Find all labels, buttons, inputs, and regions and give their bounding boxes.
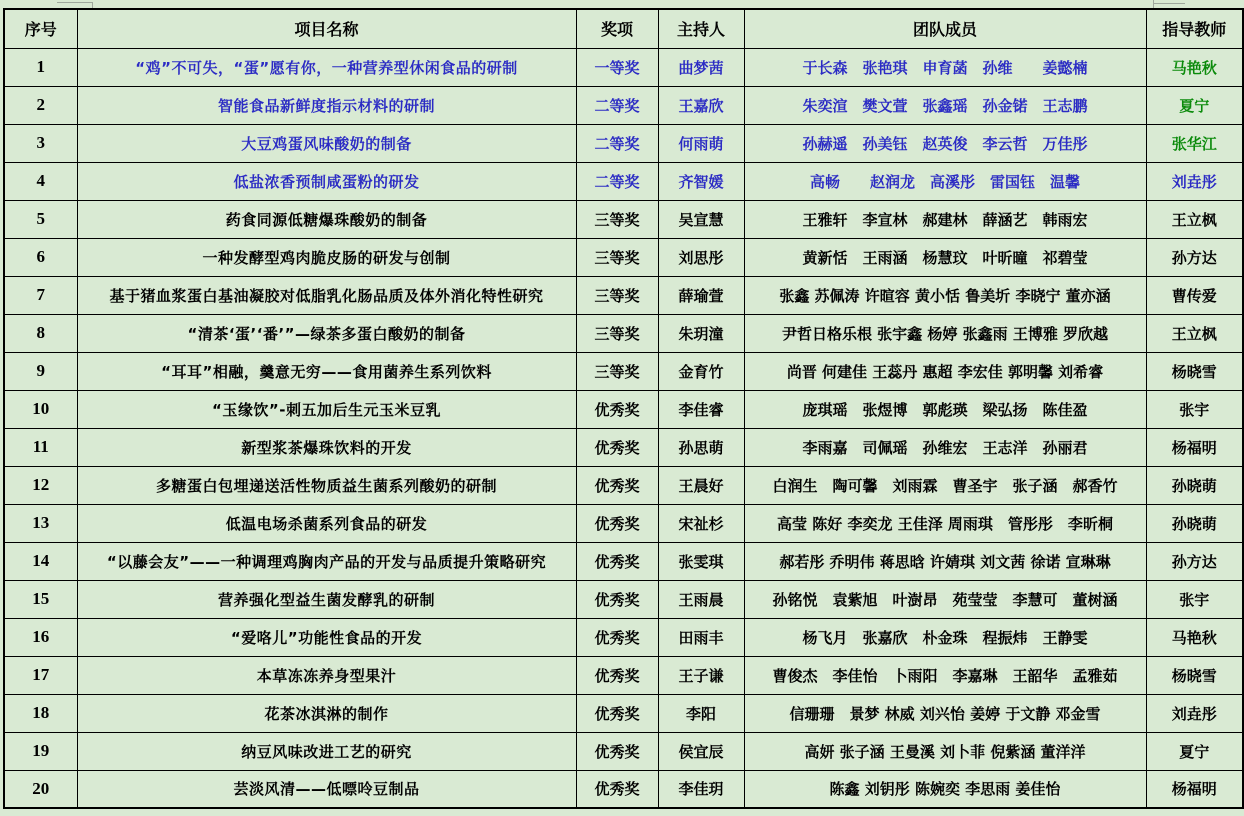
cell-project-name[interactable]: 基于猪血浆蛋白基油凝胶对低脂乳化肠品质及体外消化特性研究 [77,276,576,314]
cell-host[interactable]: 王子谦 [658,656,744,694]
cell-advisor[interactable]: 曹传爱 [1146,276,1243,314]
cell-host[interactable]: 李佳睿 [658,390,744,428]
cell-team-members[interactable]: 朱奕渲 樊文萱 张鑫瑶 孙金锘 王志鹏 [744,86,1146,124]
cell-host[interactable]: 孙思萌 [658,428,744,466]
table-row [4,162,1243,200]
cell-award[interactable]: 优秀奖 [576,732,658,770]
table-body [4,48,1243,808]
cell-host[interactable]: 薛瑜萱 [658,276,744,314]
cell-advisor[interactable]: 杨福明 [1146,770,1243,808]
cell-host[interactable]: 王嘉欣 [658,86,744,124]
cell-project-name[interactable]: 药食同源低糖爆珠酸奶的制备 [77,200,576,238]
cell-host[interactable]: 曲梦茜 [658,48,744,86]
cell-award[interactable]: 优秀奖 [576,504,658,542]
cell-index[interactable]: 7 [4,276,77,314]
cell-host[interactable]: 王雨晨 [658,580,744,618]
cell-advisor[interactable]: 王立枫 [1146,314,1243,352]
cell-advisor[interactable]: 杨晓雪 [1146,656,1243,694]
table-row [4,276,1243,314]
table-row [4,770,1243,808]
cell-project-name[interactable]: 低盐浓香预制咸蛋粉的研发 [77,162,576,200]
cell-host[interactable]: 宋祉杉 [658,504,744,542]
table-row [4,504,1243,542]
cell-advisor[interactable]: 刘垚彤 [1146,694,1243,732]
cell-team-members[interactable]: 高妍 张子涵 王曼溪 刘卜菲 倪紫涵 董洋洋 [744,732,1146,770]
cell-award[interactable]: 三等奖 [576,276,658,314]
cell-team-members[interactable]: 孙铭悦 袁紫旭 叶澍昂 苑莹莹 李慧可 董树涵 [744,580,1146,618]
cell-index[interactable]: 1 [4,48,77,86]
cell-team-members[interactable]: 信珊珊 景梦 林威 刘兴怡 姜婷 于文静 邓金雪 [744,694,1146,732]
table-row [4,694,1243,732]
cell-team-members[interactable]: 白润生 陶可馨 刘雨霖 曹圣宇 张子涵 郝香竹 [744,466,1146,504]
cell-project-name[interactable]: “鸡”不可失，“蛋”愿有你，一种营养型休闲食品的研制 [77,48,576,86]
cell-team-members[interactable]: 尹哲日格乐根 张宇鑫 杨婷 张鑫雨 王博雅 罗欣越 [744,314,1146,352]
cell-project-name[interactable]: “爱咯儿”功能性食品的开发 [77,618,576,656]
cell-award[interactable]: 优秀奖 [576,390,658,428]
cell-host[interactable]: 侯宜辰 [658,732,744,770]
cell-host[interactable]: 金育竹 [658,352,744,390]
cell-index[interactable]: 13 [4,504,77,542]
cell-index[interactable]: 4 [4,162,77,200]
table-row [4,428,1243,466]
cell-advisor[interactable]: 张宇 [1146,580,1243,618]
column-header-index[interactable]: 序号 [4,9,77,48]
cell-host[interactable]: 刘思彤 [658,238,744,276]
cell-team-members[interactable]: 高畅 赵润龙 高溪彤 雷国钰 温馨 [744,162,1146,200]
cell-team-members[interactable]: 于长森 张艳琪 申育菡 孙维 姜懿楠 [744,48,1146,86]
cell-host[interactable]: 何雨萌 [658,124,744,162]
table-row [4,580,1243,618]
table-row [4,732,1243,770]
cell-team-members[interactable]: 陈鑫 刘钥彤 陈婉奕 李思雨 姜佳怡 [744,770,1146,808]
cell-award[interactable]: 优秀奖 [576,656,658,694]
cell-host[interactable]: 吴宣慧 [658,200,744,238]
cell-team-members[interactable]: 尚晋 何建佳 王蕊丹 惠超 李宏佳 郭明馨 刘希睿 [744,352,1146,390]
cell-award[interactable]: 三等奖 [576,352,658,390]
table-row [4,390,1243,428]
cell-advisor[interactable]: 张宇 [1146,390,1243,428]
gridline-artifact [1153,3,1185,4]
cell-team-members[interactable]: 孙赫遥 孙美钰 赵英俊 李云哲 万佳彤 [744,124,1146,162]
cell-project-name[interactable]: 花茶冰淇淋的制作 [77,694,576,732]
cell-index[interactable]: 2 [4,86,77,124]
cell-index[interactable]: 10 [4,390,77,428]
cell-project-name[interactable]: “清茶‘蛋’‘番’”—绿茶多蛋白酸奶的制备 [77,314,576,352]
cell-advisor[interactable]: 孙晓萌 [1146,466,1243,504]
column-header-advisor[interactable]: 指导教师 [1146,9,1243,48]
table-row [4,618,1243,656]
cell-team-members[interactable]: 黄新恬 王雨涵 杨慧玟 叶昕曈 祁碧莹 [744,238,1146,276]
table-row [4,466,1243,504]
cell-team-members[interactable]: 李雨嘉 司佩瑶 孙维宏 王志洋 孙丽君 [744,428,1146,466]
table-row [4,238,1243,276]
cell-project-name[interactable]: 芸淡风清——低嘌呤豆制品 [77,770,576,808]
cell-host[interactable]: 李阳 [658,694,744,732]
cell-advisor[interactable]: 杨晓雪 [1146,352,1243,390]
cell-award[interactable]: 优秀奖 [576,580,658,618]
gridline-artifact [57,2,93,3]
cell-team-members[interactable]: 高莹 陈好 李奕龙 王佳泽 周雨琪 管彤彤 李昕桐 [744,504,1146,542]
cell-project-name[interactable]: “玉缘饮”-刺五加后生元玉米豆乳 [77,390,576,428]
cell-award[interactable]: 三等奖 [576,238,658,276]
cell-award[interactable]: 二等奖 [576,86,658,124]
cell-index[interactable]: 9 [4,352,77,390]
cell-advisor[interactable]: 孙方达 [1146,238,1243,276]
cell-advisor[interactable]: 刘垚彤 [1146,162,1243,200]
cell-project-name[interactable]: 纳豆风味改进工艺的研究 [77,732,576,770]
cell-host[interactable]: 朱玥潼 [658,314,744,352]
table-row [4,200,1243,238]
header-row [4,9,1243,48]
cell-award[interactable]: 优秀奖 [576,770,658,808]
cell-index[interactable]: 5 [4,200,77,238]
cell-index[interactable]: 12 [4,466,77,504]
column-header-team[interactable]: 团队成员 [744,9,1146,48]
cell-award[interactable]: 优秀奖 [576,542,658,580]
cell-advisor[interactable]: 孙晓萌 [1146,504,1243,542]
cell-team-members[interactable]: 庞琪瑶 张煜博 郭彪瑛 梁弘扬 陈佳盈 [744,390,1146,428]
cell-project-name[interactable]: “以藤会友”——一种调理鸡胸肉产品的开发与品质提升策略研究 [77,542,576,580]
cell-index[interactable]: 14 [4,542,77,580]
cell-team-members[interactable]: 郝若彤 乔明伟 蒋思晗 许婧琪 刘文茜 徐诺 宣琳琳 [744,542,1146,580]
cell-advisor[interactable]: 夏宁 [1146,86,1243,124]
cell-index[interactable]: 11 [4,428,77,466]
cell-index[interactable]: 6 [4,238,77,276]
column-header-host[interactable]: 主持人 [658,9,744,48]
table-row [4,314,1243,352]
table-row [4,656,1243,694]
cell-host[interactable]: 齐智媛 [658,162,744,200]
cell-index[interactable]: 20 [4,770,77,808]
cell-team-members[interactable]: 王雅轩 李宣林 郝建林 薛涵艺 韩雨宏 [744,200,1146,238]
cell-project-name[interactable]: “耳耳”相融，羹意无穷——食用菌养生系列饮料 [77,352,576,390]
cell-index[interactable]: 19 [4,732,77,770]
table-row [4,542,1243,580]
cell-award[interactable]: 优秀奖 [576,694,658,732]
cell-index[interactable]: 18 [4,694,77,732]
cell-award[interactable]: 优秀奖 [576,428,658,466]
cell-advisor[interactable]: 孙方达 [1146,542,1243,580]
cell-advisor[interactable]: 王立枫 [1146,200,1243,238]
column-header-project[interactable]: 项目名称 [77,9,576,48]
cell-advisor[interactable]: 张华江 [1146,124,1243,162]
cell-award[interactable]: 一等奖 [576,48,658,86]
table-row [4,124,1243,162]
cell-advisor[interactable]: 马艳秋 [1146,618,1243,656]
cell-index[interactable]: 16 [4,618,77,656]
cell-project-name[interactable]: 营养强化型益生菌发酵乳的研制 [77,580,576,618]
cell-project-name[interactable]: 新型浆茶爆珠饮料的开发 [77,428,576,466]
cell-project-name[interactable]: 多糖蛋白包埋递送活性物质益生菌系列酸奶的研制 [77,466,576,504]
cell-award[interactable]: 优秀奖 [576,618,658,656]
cell-project-name[interactable]: 一种发酵型鸡肉脆皮肠的研发与创制 [77,238,576,276]
cell-award[interactable]: 二等奖 [576,162,658,200]
cell-team-members[interactable]: 曹俊杰 李佳怡 卜雨阳 李嘉琳 王韶华 孟雅茹 [744,656,1146,694]
cell-index[interactable]: 17 [4,656,77,694]
cell-host[interactable]: 王晨好 [658,466,744,504]
cell-award[interactable]: 优秀奖 [576,466,658,504]
cell-project-name[interactable]: 大豆鸡蛋风味酸奶的制备 [77,124,576,162]
cell-host[interactable]: 李佳玥 [658,770,744,808]
cell-award[interactable]: 二等奖 [576,124,658,162]
cell-award[interactable]: 三等奖 [576,314,658,352]
cell-award[interactable]: 三等奖 [576,200,658,238]
cell-index[interactable]: 3 [4,124,77,162]
cell-project-name[interactable]: 智能食品新鲜度指示材料的研制 [77,86,576,124]
cell-host[interactable]: 张雯琪 [658,542,744,580]
cell-project-name[interactable]: 本草冻冻养身型果汁 [77,656,576,694]
table-row [4,352,1243,390]
cell-advisor[interactable]: 夏宁 [1146,732,1243,770]
cell-advisor[interactable]: 马艳秋 [1146,48,1243,86]
cell-advisor[interactable]: 杨福明 [1146,428,1243,466]
cell-team-members[interactable]: 张鑫 苏佩涛 许暄容 黄小恬 鲁美圻 李晓宁 董亦涵 [744,276,1146,314]
table-row [4,48,1243,86]
awards-table [3,8,1244,809]
cell-team-members[interactable]: 杨飞月 张嘉欣 朴金珠 程振炜 王静雯 [744,618,1146,656]
cell-host[interactable]: 田雨丰 [658,618,744,656]
cell-index[interactable]: 15 [4,580,77,618]
column-header-award[interactable]: 奖项 [576,9,658,48]
table-row [4,86,1243,124]
cell-index[interactable]: 8 [4,314,77,352]
cell-project-name[interactable]: 低温电场杀菌系列食品的研发 [77,504,576,542]
